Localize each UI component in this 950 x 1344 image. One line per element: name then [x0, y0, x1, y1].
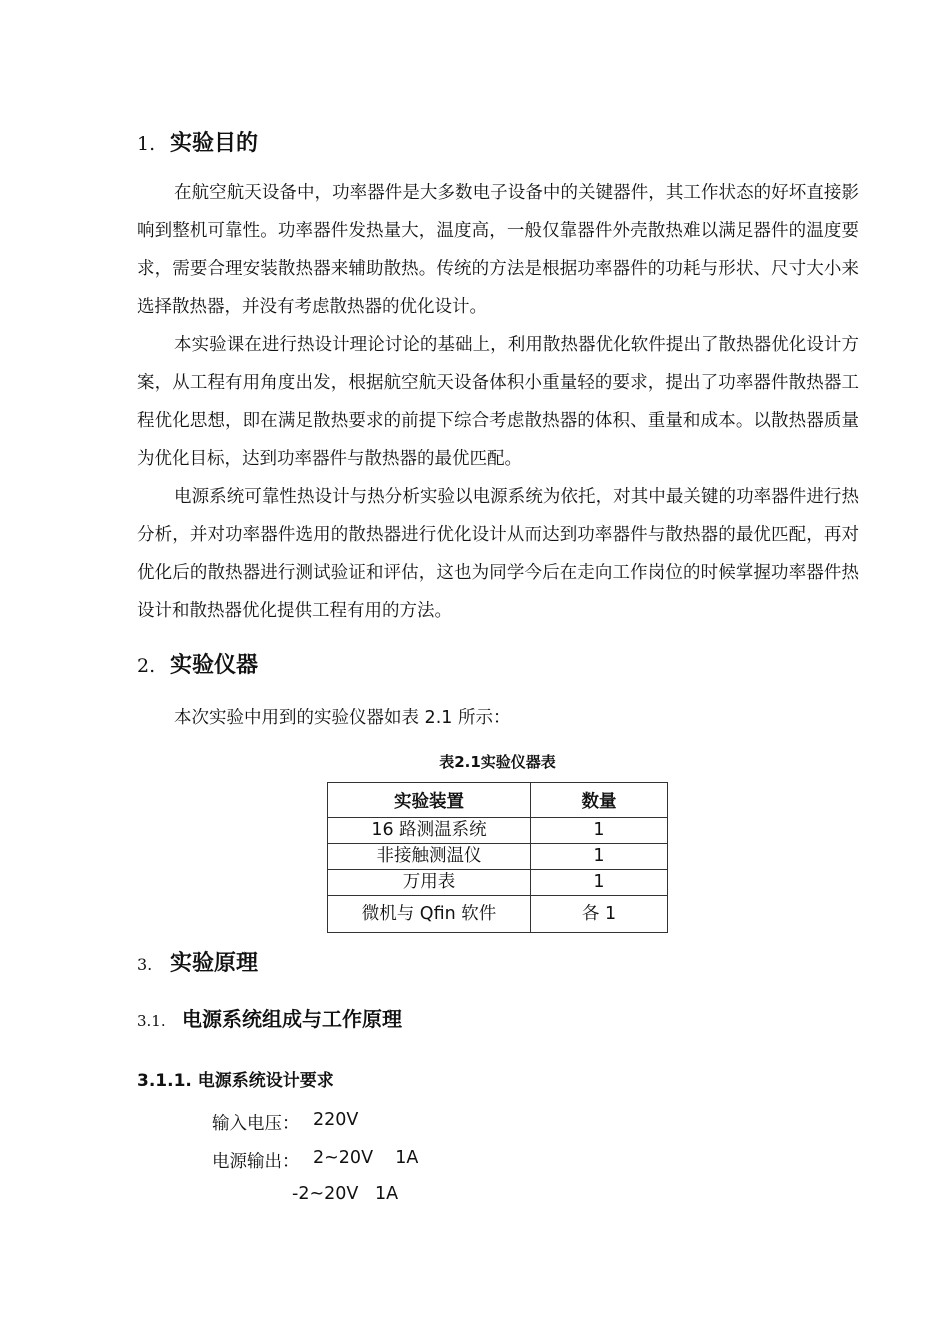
section-title: 实验仪器 [170, 653, 259, 678]
cell-quantity: 1 [531, 818, 668, 844]
paragraph-3: 电源系统可靠性热设计与热分析实验以电源系统为依托，对其中最关键的功率器件进行热分析，并对功率器件选用的散热器进行优化设计从而达到功率器件与散热器的最优匹配，再对优化后的散热器进行测试验证和评估，这也为同学今后在走向工作岗位的时候掌握功率器件热设计和散热器优化提供工程有用的方法。 [137, 487, 859, 621]
section-title: 实验目的 [170, 131, 259, 156]
cell-device: 16 路测温系统 [328, 818, 531, 844]
section-number: 2. [137, 655, 156, 677]
table-row [328, 818, 668, 844]
table-row [328, 870, 668, 896]
subsection-title: 电源系统组成与工作原理 [182, 1007, 402, 1031]
subsection-heading-3-1 [137, 1003, 402, 1032]
subsubsection-heading-3-1-1: 3.1.1. 电源系统设计要求 [137, 1071, 334, 1091]
cell-quantity: 1 [531, 870, 668, 896]
paragraph-2: 本实验课在进行热设计理论讨论的基础上，利用散热器优化软件提出了散热器优化设计方案，从工程有用角度出发，根据航空航天设备体积小重量轻的要求，提出了功率器件散热器工程优化思想，即在满足散热要求的前提下综合考虑散热器的体积、重量和成本。以散热器质量为优化目标，达到功率器件与散热器的最优匹配。 [137, 335, 859, 469]
section-heading-3 [137, 946, 258, 977]
section-title: 实验原理 [170, 951, 259, 976]
table-caption: 表2.1实验仪器表 [439, 753, 556, 771]
table-header-row [328, 783, 668, 818]
cell-device: 非接触测温仪 [328, 844, 531, 870]
instruments-table [327, 782, 668, 933]
section-number: 3. [137, 955, 153, 974]
output-value-1: 2~20V 1A [313, 1148, 419, 1168]
cell-quantity: 1 [531, 844, 668, 870]
header-device: 实验装置 [328, 783, 531, 818]
table-row [328, 844, 668, 870]
output-value-2: -2~20V 1A [292, 1184, 399, 1204]
section-number: 1. [137, 133, 156, 155]
section-heading-2 [137, 648, 258, 679]
section-heading-1 [137, 126, 258, 157]
input-voltage-value: 220V [313, 1110, 359, 1130]
paragraph-1: 在航空航天设备中，功率器件是大多数电子设备中的关键器件，其工作状态的好坏直接影响到整机可靠性。功率器件发热量大，温度高，一般仅靠器件外壳散热难以满足器件的温度要求，需要合理安装散热器来辅助散热。传统的方法是根据功率器件的功耗与形状、尺寸大小来选择散热器，并没有考虑散热器的优化设计。 [137, 183, 859, 317]
subsection-number: 3.1. [137, 1012, 166, 1030]
cell-quantity: 各 1 [531, 896, 668, 933]
instruments-intro: 本次实验中用到的实验仪器如表 2.1 所示： [174, 708, 511, 728]
cell-device: 微机与 Qfin 软件 [328, 896, 531, 933]
input-voltage-label: 输入电压： [212, 1114, 300, 1134]
header-quantity: 数量 [531, 783, 668, 818]
cell-device: 万用表 [328, 870, 531, 896]
table-row [328, 896, 668, 933]
output-label: 电源输出： [212, 1152, 300, 1172]
